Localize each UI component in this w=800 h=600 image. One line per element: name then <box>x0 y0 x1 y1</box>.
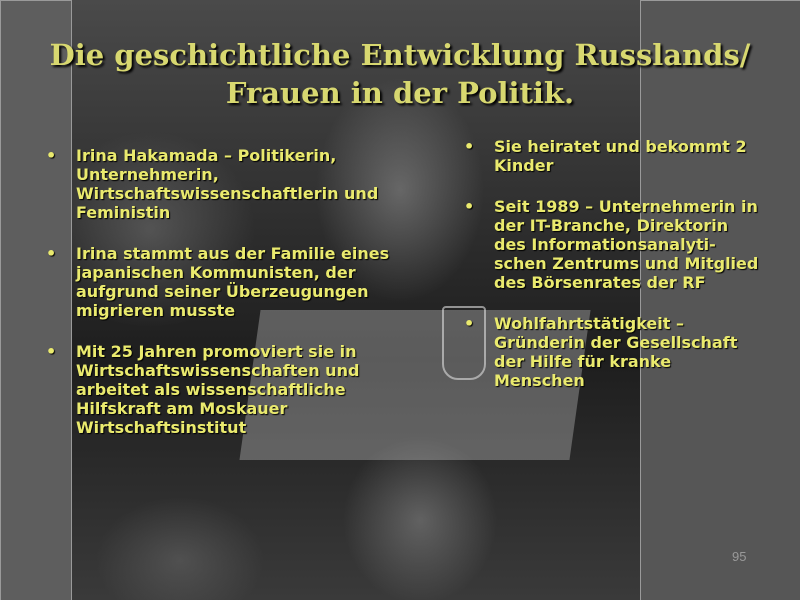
bullet-glyph: • <box>464 137 475 156</box>
bullet-text: Wohlfahrtstätigkeit – Gründerin der Gesellschaft der Hilfe für kranke Menschen <box>494 314 738 390</box>
right-bullet-list <box>462 137 762 412</box>
title-line-2: Frauen in der Politik. <box>225 76 575 110</box>
bullet-glyph: • <box>46 244 57 263</box>
bullet-text: Irina Hakamada – Politikerin, Unternehmerin, Wirtschaftswissenschaftlerin und Feministin <box>76 146 379 222</box>
bullet-text: Mit 25 Jahren promoviert sie in Wirtschaftswissenschaften und arbeitet als wissenschaftliche Hilfskraft am Moskauer Wirtschaftsinstitut <box>76 342 360 437</box>
slide-title <box>40 36 760 112</box>
bullet-glyph: • <box>46 342 57 361</box>
bullet-item <box>462 137 762 175</box>
bullet-item <box>44 146 404 222</box>
page-number: 95 <box>732 549 747 564</box>
bullet-item <box>44 342 404 437</box>
bullet-text: Seit 1989 – Unternehmerin in der IT-Branche, Direktorin des Informationsanalyti-schen Zentrums und Mitglied des Börsenrates der RF <box>494 197 759 292</box>
title-line-1: Die geschichtliche Entwicklung Russlands/ <box>49 38 751 72</box>
bullet-item <box>462 314 762 390</box>
left-bullet-list <box>44 146 404 459</box>
bullet-glyph: • <box>464 314 475 333</box>
bullet-glyph: • <box>46 146 57 165</box>
bullet-item <box>44 244 404 320</box>
bullet-item <box>462 197 762 292</box>
bullet-glyph: • <box>464 197 475 216</box>
bullet-text: Sie heiratet und bekommt 2 Kinder <box>494 137 747 175</box>
bullet-text: Irina stammt aus der Familie eines japanischen Kommunisten, der aufgrund seiner Überzeugungen migrieren musste <box>76 244 390 320</box>
